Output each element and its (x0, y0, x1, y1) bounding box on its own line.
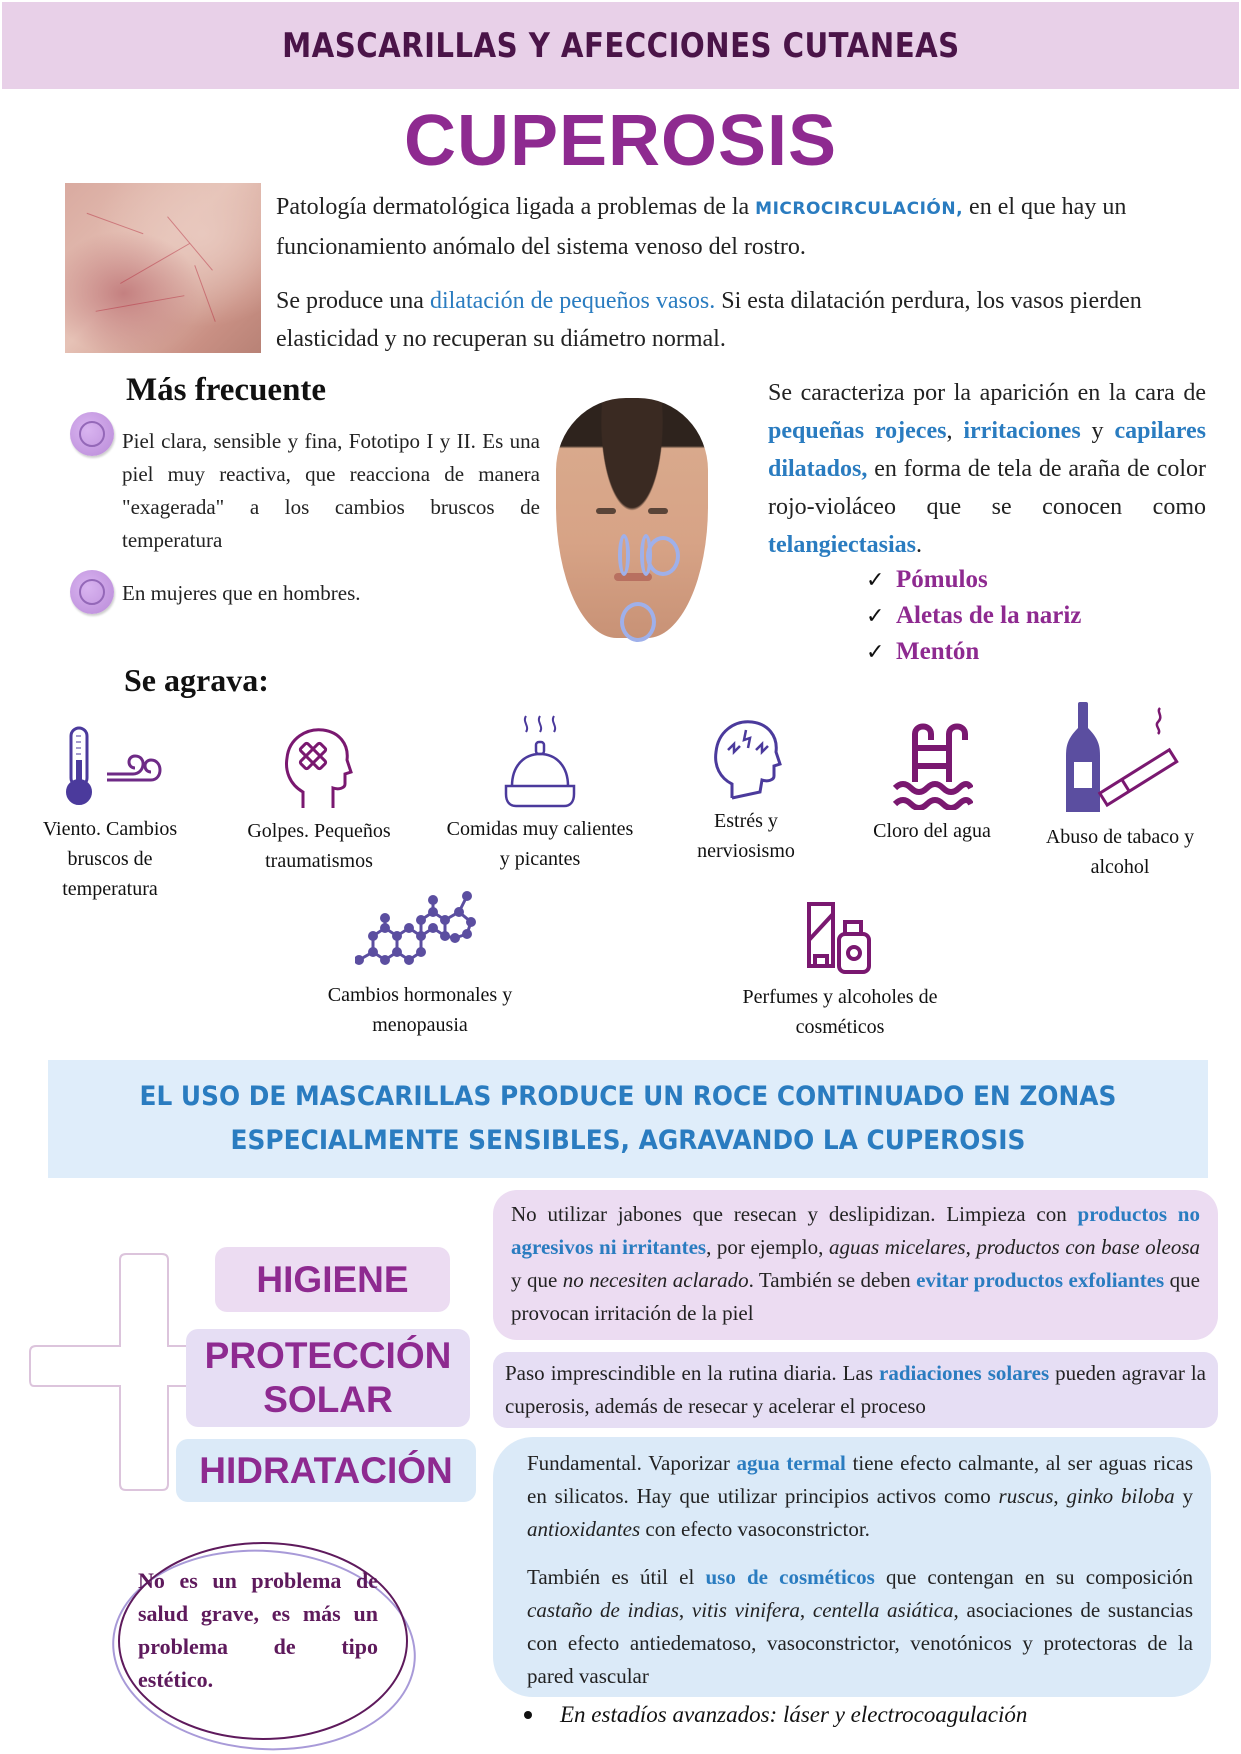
hydration-text: , (1053, 1484, 1067, 1508)
characteristics-text (768, 374, 1206, 564)
intro-p1-text: Patología dermatológica ligada a problemas de la (276, 194, 756, 220)
char-text: , (946, 418, 964, 444)
factor-tobacco-alcohol (1030, 700, 1210, 882)
sun-text: pueden agravar la cuperosis, además de resecar y acelerar el proceso (505, 1361, 1206, 1418)
note-text: No es un problema de salud grave, es más un problema de tipo estético. (138, 1568, 378, 1692)
advanced-treatment-bullet (524, 1702, 1027, 1728)
dilatation-highlight: dilatación de pequeños vasos. (429, 288, 716, 314)
factor-trauma (224, 726, 414, 876)
intro-paragraph-1 (276, 188, 1204, 266)
hygiene-text: No utilizar jabones que resecan y deslipidizan. Limpieza con (511, 1202, 1078, 1226)
hygiene-italic: aguas micelares (828, 1235, 966, 1259)
bullet-dot-icon (524, 1711, 532, 1719)
intro-text (276, 188, 1204, 358)
nose-wing-left-marker (618, 534, 630, 576)
hydration-paragraph-2 (527, 1561, 1193, 1693)
cheekbone-marker (646, 536, 680, 576)
category-hygiene: HIGIENE (215, 1247, 450, 1312)
zone-item (866, 598, 1081, 634)
hydration-paragraph-1 (527, 1447, 1193, 1546)
char-text: . (915, 532, 922, 558)
zone-label: Mentón (896, 638, 980, 665)
mask-notice-banner (48, 1060, 1208, 1178)
page-title: CUPEROSIS (403, 101, 838, 181)
chin-marker (620, 602, 656, 642)
frequent-item-1: Piel clara, sensible y fina, Fototipo I y II. Es una piel muy reactiva, que reacciona de manera "exagerada" a los cambios bruscos de temperatura (122, 429, 540, 552)
hydration-text: tiene efecto calmante, al ser aguas ricas en silicatos. Hay que utilizar principios activos como (527, 1451, 1193, 1508)
thermometer-wind-icon (55, 726, 165, 808)
hydration-text: y (1174, 1484, 1193, 1508)
irritation-highlight: irritaciones (963, 418, 1081, 444)
hydration-italic: castaño de indias (527, 1598, 679, 1622)
hydration-highlight: agua termal (736, 1451, 846, 1475)
face-photo (556, 398, 708, 638)
skin-photo (65, 183, 261, 353)
char-text: Se caracteriza por la aparición en la cara de (768, 380, 1206, 406)
sun-info-box (493, 1352, 1218, 1428)
hydration-text: También es útil el (527, 1565, 706, 1589)
hygiene-info-box (493, 1190, 1218, 1340)
top-banner (2, 2, 1239, 89)
hygiene-highlight: productos no agresivos ni irritantes (511, 1202, 1200, 1259)
factor-label: Comidas muy calientes y picantes (446, 818, 634, 870)
hydration-text: , asociaciones de sustancias con efecto antiedematoso, vasoconstrictor, venotónicos y protectoras de la pared vascular (527, 1598, 1194, 1688)
factor-label: Golpes. Pequeños traumatismos (247, 820, 391, 872)
category-sun-protection: PROTECCIÓN SOLAR (186, 1329, 470, 1427)
banner-title: MASCARILLAS Y AFECCIONES CUTANEAS (281, 25, 960, 66)
microcirculation-highlight: MICROCIRCULACIÓN, (755, 199, 964, 219)
hot-dish-icon (500, 712, 580, 808)
factor-label: Viento. Cambios bruscos de temperatura (42, 818, 178, 900)
factor-stress (666, 716, 826, 866)
factor-label: Cloro del agua (873, 820, 991, 842)
bullet-disc-icon (70, 412, 114, 456)
cosmetics-icon (805, 900, 875, 976)
hydration-italic: ruscus (998, 1484, 1054, 1508)
zone-label: Aletas de la nariz (896, 602, 1082, 629)
hygiene-text: y que (511, 1268, 563, 1292)
capillaries-highlight: capilares dilatados, (768, 418, 1207, 482)
category-hydration: HIDRATACIÓN (176, 1439, 476, 1502)
hygiene-text: , por ejemplo, (706, 1235, 829, 1259)
factor-chlorine (852, 718, 1012, 846)
factor-label: Cambios hormonales y menopausia (327, 984, 513, 1036)
hygiene-text: , (965, 1235, 977, 1259)
bullet-disc-icon (70, 570, 114, 614)
bottle-cigarette-icon (1060, 700, 1180, 816)
redness-highlight: pequeñas rojeces (768, 418, 947, 444)
factor-label: Perfumes y alcoholes de cosméticos (742, 986, 938, 1038)
check-icon: ✓ (866, 603, 885, 629)
hydration-highlight: uso de cosméticos (705, 1565, 875, 1589)
hydration-italic: vitis vinifera (691, 1598, 800, 1622)
char-text: en forma de tela de araña de color rojo-violáceo que se conocen como (768, 456, 1206, 520)
hydration-text: con efecto vasoconstrictor. (640, 1517, 870, 1541)
sun-text: Paso imprescindible en la rutina diaria. Las (505, 1361, 880, 1385)
factor-hormones (310, 890, 530, 1040)
hydration-italic: antioxidantes (527, 1517, 641, 1541)
hygiene-italic: no necesiten aclarado (562, 1268, 749, 1292)
hygiene-text: que provocan irritación de la piel (511, 1268, 1200, 1325)
sun-highlight: radiaciones solares (879, 1361, 1050, 1385)
check-icon: ✓ (866, 567, 885, 593)
notice-line-1: EL USO DE MASCARILLAS PRODUCE UN ROCE CONTINUADO EN ZONAS (139, 1081, 1117, 1112)
hygiene-italic: productos con base oleosa (976, 1235, 1200, 1259)
hydration-info-box (493, 1437, 1211, 1697)
hydration-italic: centella asiática (812, 1598, 954, 1622)
notice-line-2: ESPECIALMENTE SENSIBLES, AGRAVANDO LA CUPEROSIS (230, 1125, 1026, 1156)
intro-paragraph-2 (276, 282, 1204, 358)
telangiectasia-highlight: telangiectasias (768, 532, 916, 558)
frequent-title: Más frecuente (126, 372, 327, 408)
pool-ladder-icon (891, 718, 973, 810)
hydration-text: que contengan en su composición (874, 1565, 1194, 1589)
char-text: y (1080, 418, 1115, 444)
hormone-molecule-icon (355, 890, 485, 974)
hydration-text: , (678, 1598, 692, 1622)
zone-checklist (866, 562, 1081, 670)
intro-p2-text: Se produce una (276, 288, 430, 314)
hydration-text: Fundamental. Vaporizar (527, 1451, 737, 1475)
zone-item (866, 562, 1081, 598)
aggravates-title: Se agrava: (124, 662, 269, 698)
factor-cosmetics (730, 900, 950, 1042)
zone-item (866, 634, 1081, 670)
hydration-text: , (799, 1598, 813, 1622)
intro-p1-text-end: en el que hay un funcionamiento anómalo del sistema venoso del rostro. (276, 194, 1127, 260)
factor-wind-temperature (20, 726, 200, 904)
head-bandage-icon (279, 726, 359, 810)
factor-label: Abuso de tabaco y alcohol (1045, 826, 1195, 878)
factor-hot-food (440, 712, 640, 874)
stress-head-icon (706, 716, 786, 800)
factor-label: Estrés y nerviosismo (697, 810, 795, 862)
zone-label: Pómulos (896, 566, 988, 593)
check-icon: ✓ (866, 639, 885, 665)
hygiene-highlight: evitar productos exfoliantes (916, 1268, 1165, 1292)
frequent-item-2: En mujeres que en hombres. (122, 581, 361, 605)
cross-outline-icon (28, 1252, 188, 1492)
advanced-treatment-text: En estadíos avanzados: láser y electrocoagulación (560, 1702, 1028, 1727)
hygiene-text: . También se deben (748, 1268, 917, 1292)
intro-p2-text-end: Si esta dilatación perdura, los vasos pierden elasticidad y no recuperan su diámetro normal. (276, 288, 1142, 352)
hydration-italic: ginko biloba (1066, 1484, 1175, 1508)
